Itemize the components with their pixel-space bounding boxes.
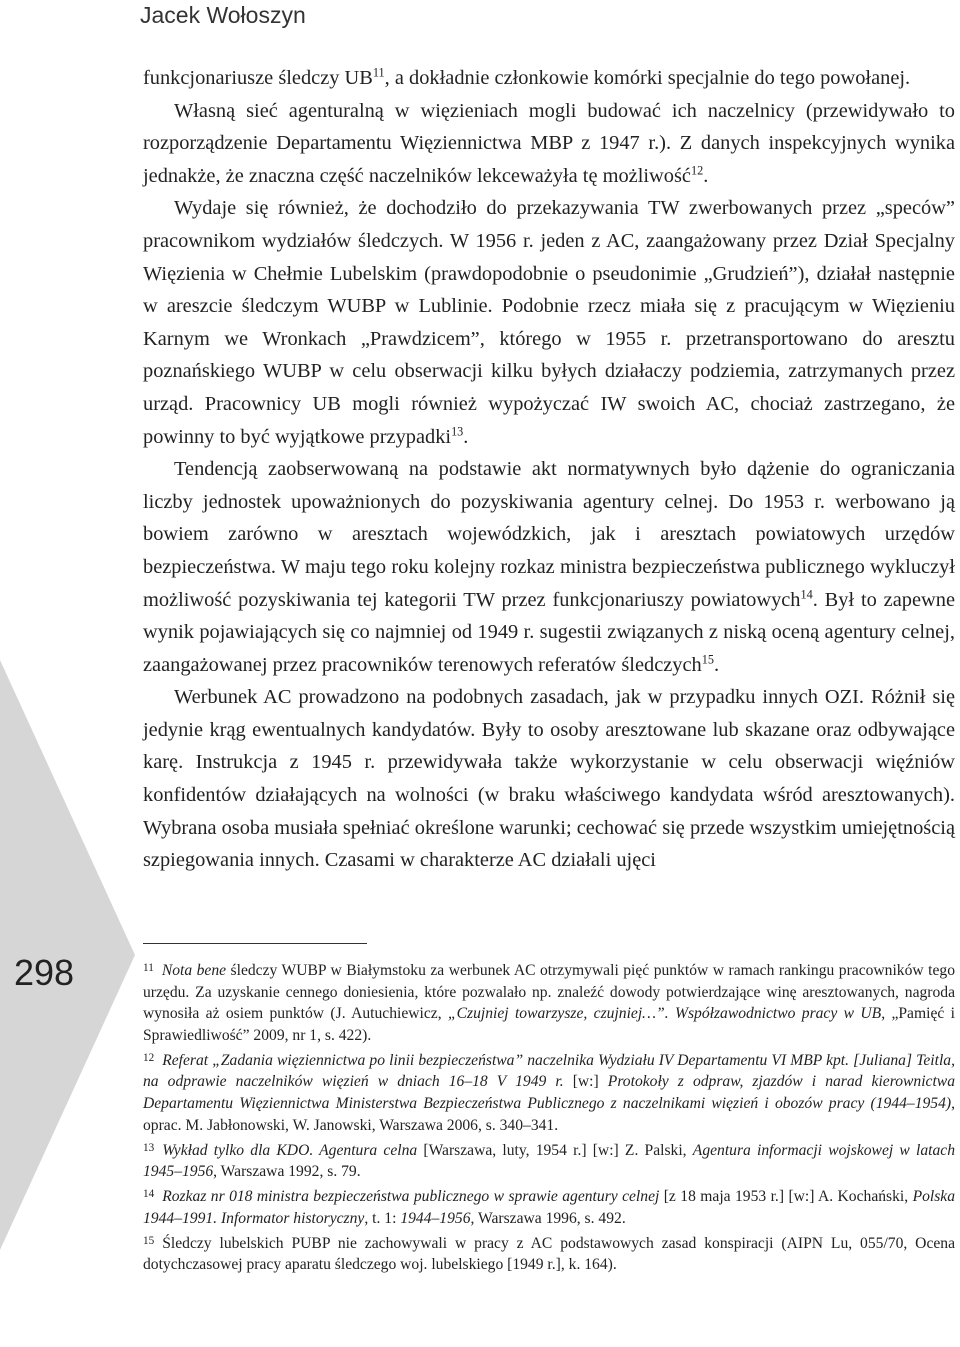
italic-text: Nota bene: [161, 961, 227, 979]
text: .: [703, 164, 709, 187]
text: [w:]: [563, 1073, 608, 1091]
text: Własną sieć agenturalną w więzieniach mogli budować ich naczelnicy (przewidywało to rozporządzenie Departamentu Więziennictwa MBP z 1947 r.). Z danych inspekcyjnych wynika jednakże, że znaczna część naczelników lekceważyła tę możliwość: [143, 99, 955, 187]
footnote-ref-13[interactable]: 13: [451, 424, 464, 439]
footnote-12: [143, 1048, 955, 1136]
footnote-14: [143, 1184, 955, 1229]
text: Śledczy lubelskich PUBP nie zachowywali w pracy z AC podstawowych zasad konspiracji (AIPN Lu, 055/70, Ocena dotychczasowej pracy aparatu śledczego woj. lubelskiego [1949 r.], k. 164).: [143, 1234, 955, 1274]
running-head-author: Jacek Wołoszyn: [140, 2, 306, 28]
text: .: [713, 653, 720, 676]
footnote-number: 14: [143, 1188, 155, 1201]
main-text: [143, 62, 955, 877]
text: .: [463, 425, 469, 448]
paragraph-5: [143, 681, 955, 877]
text: śledczy WUBP w Białymstoku za werbunek AC otrzymywali pięć punktów w ramach rankingu pracowników tego urzędu. Za uzyskanie cennego doniesienia, które pozwalało np. znaleźć dowody potwierdzające winę aresztowanych, nagroda wynosiła aż osiem punktów (J. Autuchiewicz,: [143, 961, 955, 1023]
text: funkcjonariusze śledczy UB: [143, 67, 373, 89]
footnote-ref-14[interactable]: 14: [800, 587, 813, 602]
italic-text: „Czujniej towarzysze, czujniej…”. Współzawodnictwo pracy w UB: [447, 1005, 882, 1023]
text: Werbunek AC prowadzono na podobnych zasadach, jak w przypadku innych OZI. Różnił się jedynie krąg ewentualnych kandydatów. Były to osoby aresztowane lub skazane oraz odbywające karę. Instrukcja z 1945 r. przewidywała także wykorzystanie w celu obserwacji więźniów konfidentów działających na wolności (w braku właściwego kandydata wśród aresztowanych). Wybrana osoba musiała spełniać określone warunki; cechować się przede wszystkim umiejętnością szpiegowania innych. Czasami w charakterze AC działali ujęci: [143, 686, 955, 872]
footnote-number: 15: [143, 1234, 155, 1247]
italic-text: Referat „Zadania więziennictwa po linii bezpieczeństwa” naczelnika Wydziału IV Departamentu VI MBP kpt. [Juliana] Teitla, na odprawie naczelników więzień w dniach 16–18 V 1949 r.: [143, 1051, 955, 1091]
footnote-ref-12[interactable]: 12: [690, 163, 704, 178]
text: , „Pamięć i Sprawiedliwość” 2009, nr 1, s. 422).: [143, 1005, 955, 1044]
paragraph-3: [143, 192, 955, 453]
italic-text: Rozkaz nr 018 ministra bezpieczeństwa publicznego w sprawie agentury celnej: [162, 1188, 660, 1206]
text: , oprac. M. Jabłonowski, W. Janowski, Warszawa 2006, s. 340–341.: [143, 1094, 955, 1134]
italic-text: 1944–1956: [400, 1209, 471, 1227]
italic-text: Protokoły z odpraw, zjazdów i narad kierownictwa Departamentu Więziennictwa Ministerstwa Bezpieczeństwa Publicznego z naczelnikami więzień i obozów pracy (1944–1954): [143, 1073, 955, 1112]
footnote-ref-15[interactable]: 15: [701, 652, 714, 667]
italic-text: Agentura informacji wojskowej w latach 1945–1956: [143, 1141, 955, 1181]
text: [z 18 maja 1953 r.] [w:] A. Kochański,: [659, 1188, 913, 1206]
paragraph-1: [143, 62, 955, 95]
footnote-number: 13: [143, 1141, 155, 1154]
footnote-11: [143, 958, 955, 1046]
text: , a dokładnie członkowie komórki specjalnie do tego powołanej.: [384, 67, 911, 89]
paragraph-2: [143, 95, 955, 193]
page-number: 298: [14, 952, 75, 993]
footnote-number: 12: [143, 1051, 155, 1064]
text: , Warszawa 1996, s. 492.: [470, 1209, 626, 1227]
footnote-ref-11[interactable]: 11: [372, 65, 385, 80]
text: . Był to zapewne wynik pojawiających się co najmniej od 1949 r. sugestii związanych z niską oceną agentury celnej, zaangażowanej przez pracowników terenowych referatów śledczych: [143, 588, 956, 676]
text: [Warszawa, luty, 1954 r.] [w:] Z. Palski,: [417, 1141, 693, 1159]
text: , Warszawa 1992, s. 79.: [213, 1163, 361, 1181]
footnote-13: [143, 1138, 955, 1183]
footnote-15: [143, 1231, 955, 1276]
text: Wydaje się również, że dochodziło do przekazywania TW zwerbowanych przez „speców” pracownikom wydziałów śledczych. W 1956 r. jeden z AC, zaangażowany przez Dział Specjalny Więzienia w Chełmie Lubelskim (prawdopodobnie o pseudonimie „Grudzień”), działał następnie w areszcie śledczym WUBP w Lublinie. Podobnie rzecz miała się z pracującym w Więzieniu Karnym we Wronkach „Prawdzicem”, którego w 1955 r. przetransportowano do aresztu poznańskiego WUBP w celu obserwacji kilku byłych działaczy podziemia, zatrzymanych przez urząd. Pracownicy UB mogli również wypożyczać IW swoich AC, chociaż zastrzegano, że powinny to być wyjątkowe przypadki: [143, 197, 955, 448]
text: Tendencją zaobserwowaną na podstawie akt normatywnych było dążenie do ograniczania liczby jednostek upoważnionych do pozyskiwania agentury celnej. Do 1953 r. werbowano ją bowiem zarówno w aresztach wojewódzkich, jak i aresztach powiatowych urzędów bezpieczeństwa. W maju tego roku kolejny rozkaz ministra bezpieczeństwa publicznego wykluczył możliwość pozyskiwania tej kategorii TW przez funkcjonariuszy powiatowych: [143, 458, 955, 611]
footnote-separator: [143, 943, 367, 944]
text: , t. 1:: [364, 1209, 401, 1227]
margin-triangle-decoration: [0, 0, 140, 1347]
footnote-number: 11: [143, 962, 154, 974]
italic-text: Wykład tylko dla KDO. Agentura celna: [162, 1141, 418, 1159]
paragraph-4: [143, 453, 955, 681]
footnotes: [143, 958, 955, 1277]
italic-text: Polska 1944–1991. Informator historyczny: [143, 1188, 956, 1227]
